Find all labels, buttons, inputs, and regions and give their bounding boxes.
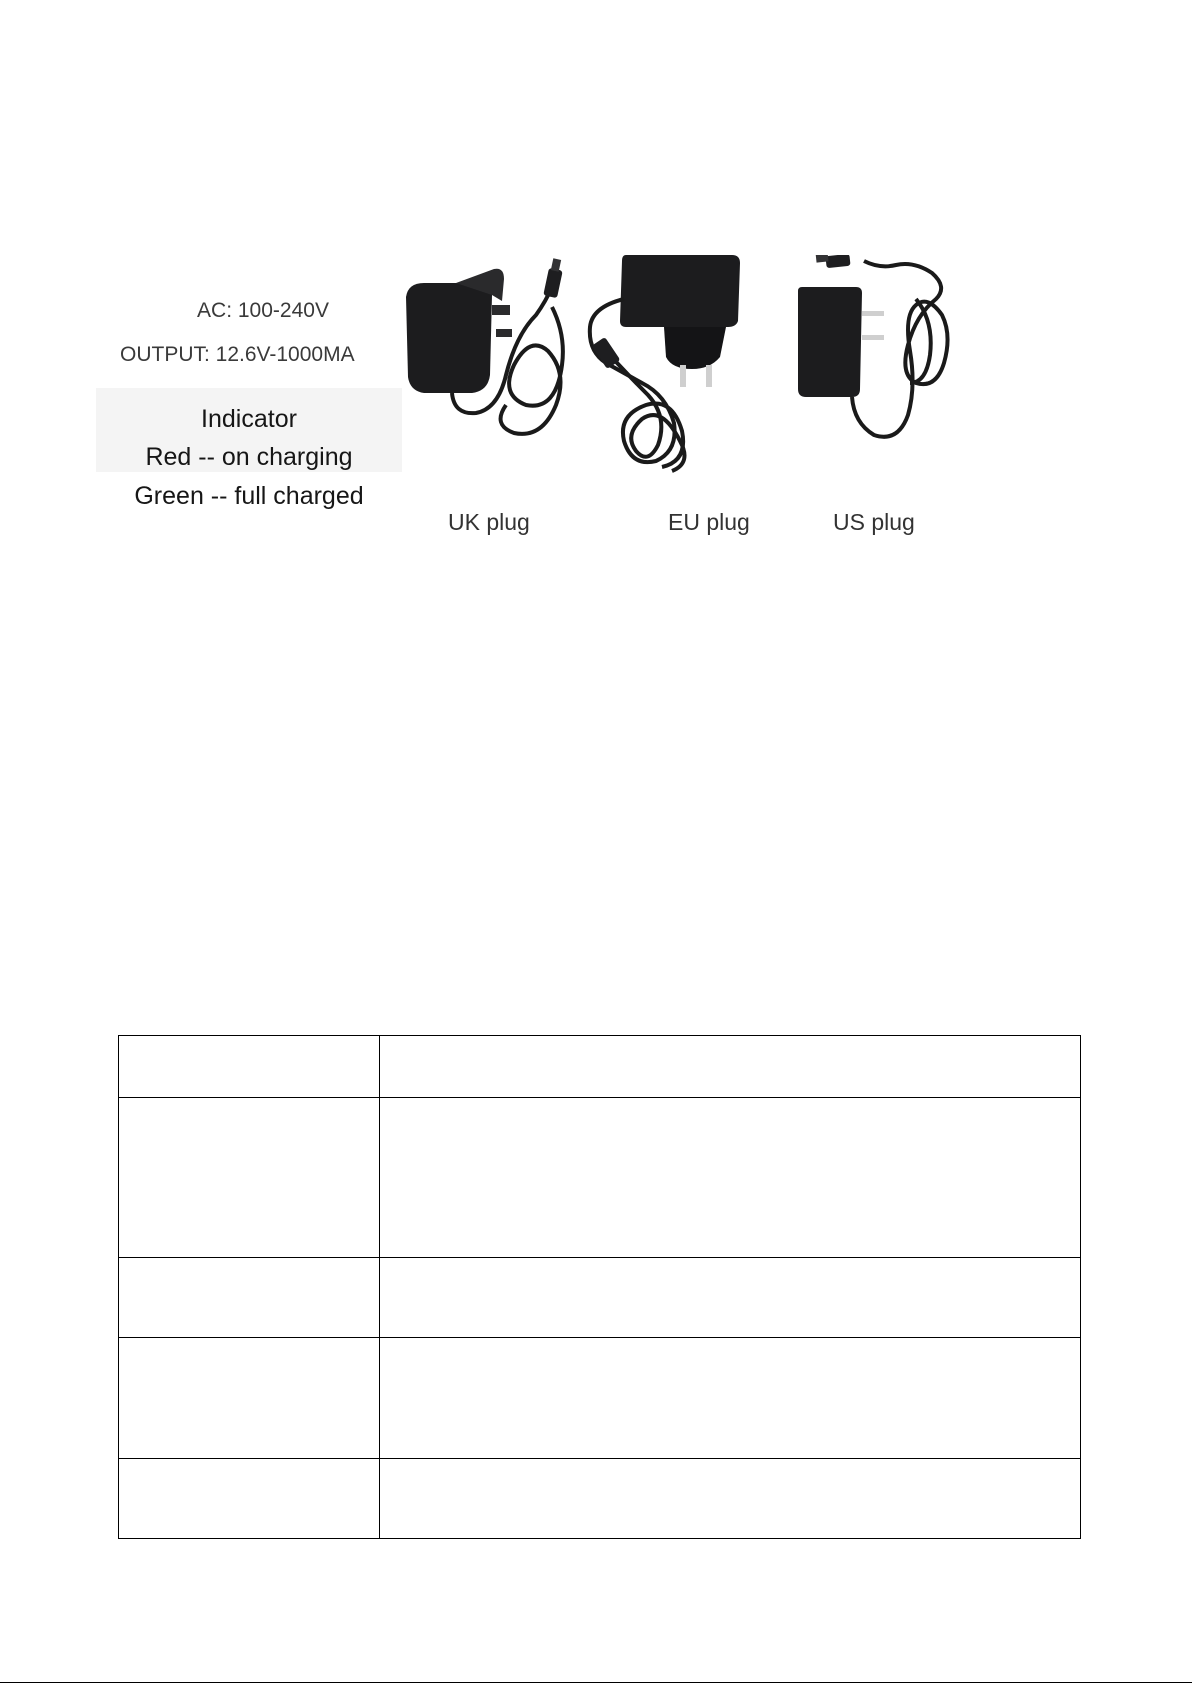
adapter-photos <box>396 255 976 495</box>
table-value-cell <box>380 1459 1081 1539</box>
page-bottom-rule <box>0 1682 1192 1683</box>
table-value-cell <box>380 1258 1081 1338</box>
us-adapter-image <box>798 255 948 437</box>
us-plug-label: US plug <box>833 509 915 535</box>
table-row <box>119 1098 1081 1258</box>
table-value-cell <box>380 1036 1081 1098</box>
table-row <box>119 1459 1081 1539</box>
table-label-cell <box>119 1258 380 1338</box>
table-value-cell <box>380 1098 1081 1258</box>
table-row <box>119 1258 1081 1338</box>
table-label-cell <box>119 1338 380 1459</box>
table-label-cell <box>119 1036 380 1098</box>
ac-input-spec: AC: 100-240V <box>197 299 329 322</box>
uk-adapter-image <box>406 258 563 434</box>
table-value-cell <box>380 1338 1081 1459</box>
indicator-title: Indicator <box>201 405 297 433</box>
indicator-red-line: Red -- on charging <box>145 443 353 471</box>
output-spec: OUTPUT: 12.6V-1000MA <box>120 343 355 366</box>
table-row <box>119 1338 1081 1459</box>
table-label-cell <box>119 1459 380 1539</box>
product-figure <box>96 255 976 555</box>
eu-adapter-image <box>590 255 740 471</box>
indicator-green-line: Green -- full charged <box>134 482 364 510</box>
table-label-cell <box>119 1098 380 1258</box>
uk-plug-label: UK plug <box>448 509 530 535</box>
table-row <box>119 1036 1081 1098</box>
spec-table <box>118 1035 1081 1539</box>
eu-plug-label: EU plug <box>668 509 750 535</box>
